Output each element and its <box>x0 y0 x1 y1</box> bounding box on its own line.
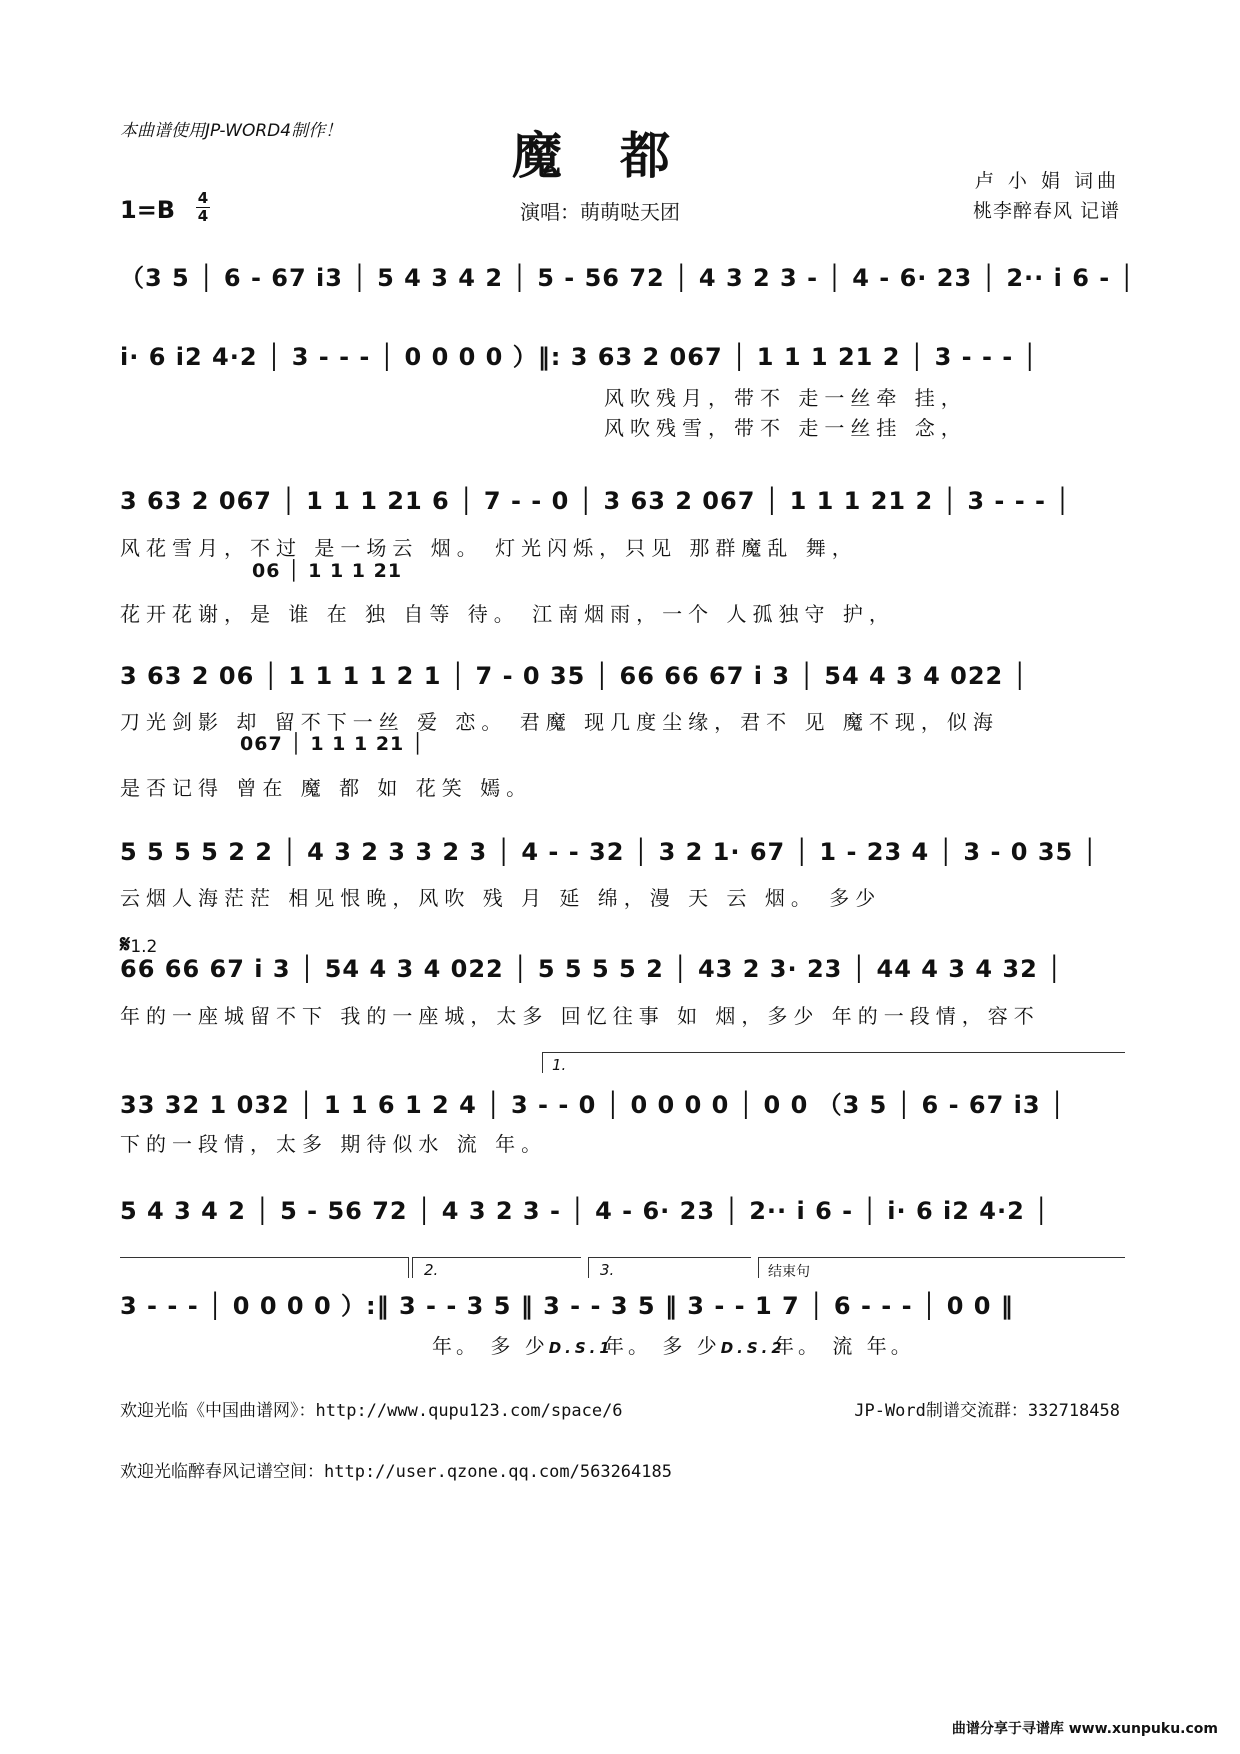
lyric-9a-text: 年。 多 少 <box>432 1334 549 1358</box>
lyric-line-4b: 是否记得 曾在 魔 都 如 花笑 嫣。 <box>120 776 533 800</box>
score-line-4-alt: 067 │ 1 1 1 21 │ <box>240 733 425 755</box>
score-line-2: i· 6 i2 4·2 │ 3 - - - │ 0 0 0 0 ）‖: 3 63 2 067 │ 1 1 1 21 2 │ 3 - - - │ <box>120 343 1039 371</box>
site-watermark: 曲谱分享于寻谱库 www.xunpuku.com <box>951 1721 1218 1737</box>
made-with-note: 本曲谱使用JP-WORD4制作！ <box>120 121 343 141</box>
lyric-line-4a: 刀光剑影 却 留不下一丝 爱 恋。 君魔 现几度尘缘，君不 见 魔不现，似海 <box>120 710 999 734</box>
score-line-1: （3 5 │ 6 - 67 i3 │ 5 4 3 4 2 │ 5 - 56 72 │ 4 3 2 3 - │ 4 - 6· 23 │ 2·· i 6 - │ <box>120 264 1136 292</box>
lyric-line-3a: 风花雪月，不过 是一场云 烟。 灯光闪烁，只见 那群魔乱 舞， <box>120 536 858 560</box>
footer-group: JP-Word制谱交流群：332718458 <box>854 1401 1120 1421</box>
lyric-line-9b <box>604 1330 786 1359</box>
footer-welcome-qupu[interactable]: 欢迎光临《中国曲谱网》：http://www.qupu123.com/space/6 <box>120 1401 623 1421</box>
coda-label: 结束句 <box>768 1264 810 1280</box>
ending-2-label: 2. <box>424 1261 439 1279</box>
footer-welcome-qzone[interactable]: 欢迎光临醉春风记谱空间：http://user.qzone.qq.com/563264185 <box>120 1462 672 1482</box>
score-line-7: 33 32 1 032 │ 1 1 6 1 2 4 │ 3 - - 0 │ 0 0 0 0 │ 0 0 （3 5 │ 6 - 67 i3 │ <box>120 1091 1066 1119</box>
singer: 演唱：萌萌哒天团 <box>520 200 680 224</box>
score-line-5: 5 5 5 5 2 2 │ 4 3 2 3 3 2 3 │ 4 - - 32 │ 3 2 1· 67 │ 1 - 23 4 │ 3 - 0 35 │ <box>120 838 1099 866</box>
score-line-3-alt: 06 │ 1 1 1 21 <box>252 560 403 582</box>
score-line-3: 3 63 2 067 │ 1 1 1 21 6 │ 7 - - 0 │ 3 63 2 067 │ 1 1 1 21 2 │ 3 - - - │ <box>120 487 1071 515</box>
transcriber: 桃李醉春风 记谱 <box>972 200 1120 222</box>
ending-1-label: 1. <box>552 1056 567 1074</box>
lyric-line-2b: 风吹残雪，带不 走一丝挂 念， <box>604 416 967 440</box>
ds-1-mark: D.S.1 <box>548 1339 614 1357</box>
segno-icon: 𝄋 <box>120 930 131 958</box>
ds-2-mark: D.S.2 <box>720 1339 786 1357</box>
ending-3-label: 3. <box>600 1261 615 1279</box>
lyric-9b-text: 年。 多 少 <box>604 1334 721 1358</box>
lyricist-composer: 卢 小 娟 词曲 <box>974 170 1120 192</box>
ending-1-bracket-cont <box>120 1257 409 1278</box>
lyric-line-6: 年的一座城留不下 我的一座城，太多 回忆往事 如 烟，多少 年的一段情，容不 <box>120 1004 1040 1028</box>
lyric-line-9c: 年。 流 年。 <box>774 1334 915 1358</box>
score-line-8: 5 4 3 4 2 │ 5 - 56 72 │ 4 3 2 3 - │ 4 - 6· 23 │ 2·· i 6 - │ i· 6 i2 4·2 │ <box>120 1197 1050 1225</box>
lyric-line-5: 云烟人海茫茫 相见恨晚，风吹 残 月 延 绵，漫 天 云 烟。 多少 <box>120 886 882 910</box>
key-signature: 1=B <box>120 196 176 224</box>
coda-bracket <box>758 1257 1125 1278</box>
score-line-6: 66 66 67 i 3 │ 54 4 3 4 022 │ 5 5 5 5 2 │ 43 2 3· 23 │ 44 4 3 4 32 │ <box>120 955 1063 983</box>
lyric-line-3b: 花开花谢，是 谁 在 独 自等 待。 江南烟雨，一个 人孤独守 护， <box>120 602 895 626</box>
lyric-line-7: 下的一段情，太多 期待似水 流 年。 <box>120 1132 548 1156</box>
segno-label: 1.2 <box>130 937 158 957</box>
time-signature <box>196 190 210 225</box>
lyric-line-2a: 风吹残月，带不 走一丝牵 挂， <box>604 386 967 410</box>
song-title: 魔都 <box>512 126 728 185</box>
time-sig-bottom: 4 <box>197 207 209 225</box>
lyric-line-9a <box>432 1330 614 1359</box>
time-sig-top: 4 <box>197 189 209 207</box>
segno-mark <box>120 930 157 958</box>
ending-1-bracket <box>542 1052 1125 1073</box>
score-line-4: 3 63 2 06 │ 1 1 1 1 2 1 │ 7 - 0 35 │ 66 66 67 i 3 │ 54 4 3 4 022 │ <box>120 662 1029 690</box>
score-line-9: 3 - - - │ 0 0 0 0 ）:‖ 3 - - 3 5 ‖ 3 - - 3 5 ‖ 3 - - 1 7 │ 6 - - - │ 0 0 ‖ <box>120 1292 1014 1320</box>
